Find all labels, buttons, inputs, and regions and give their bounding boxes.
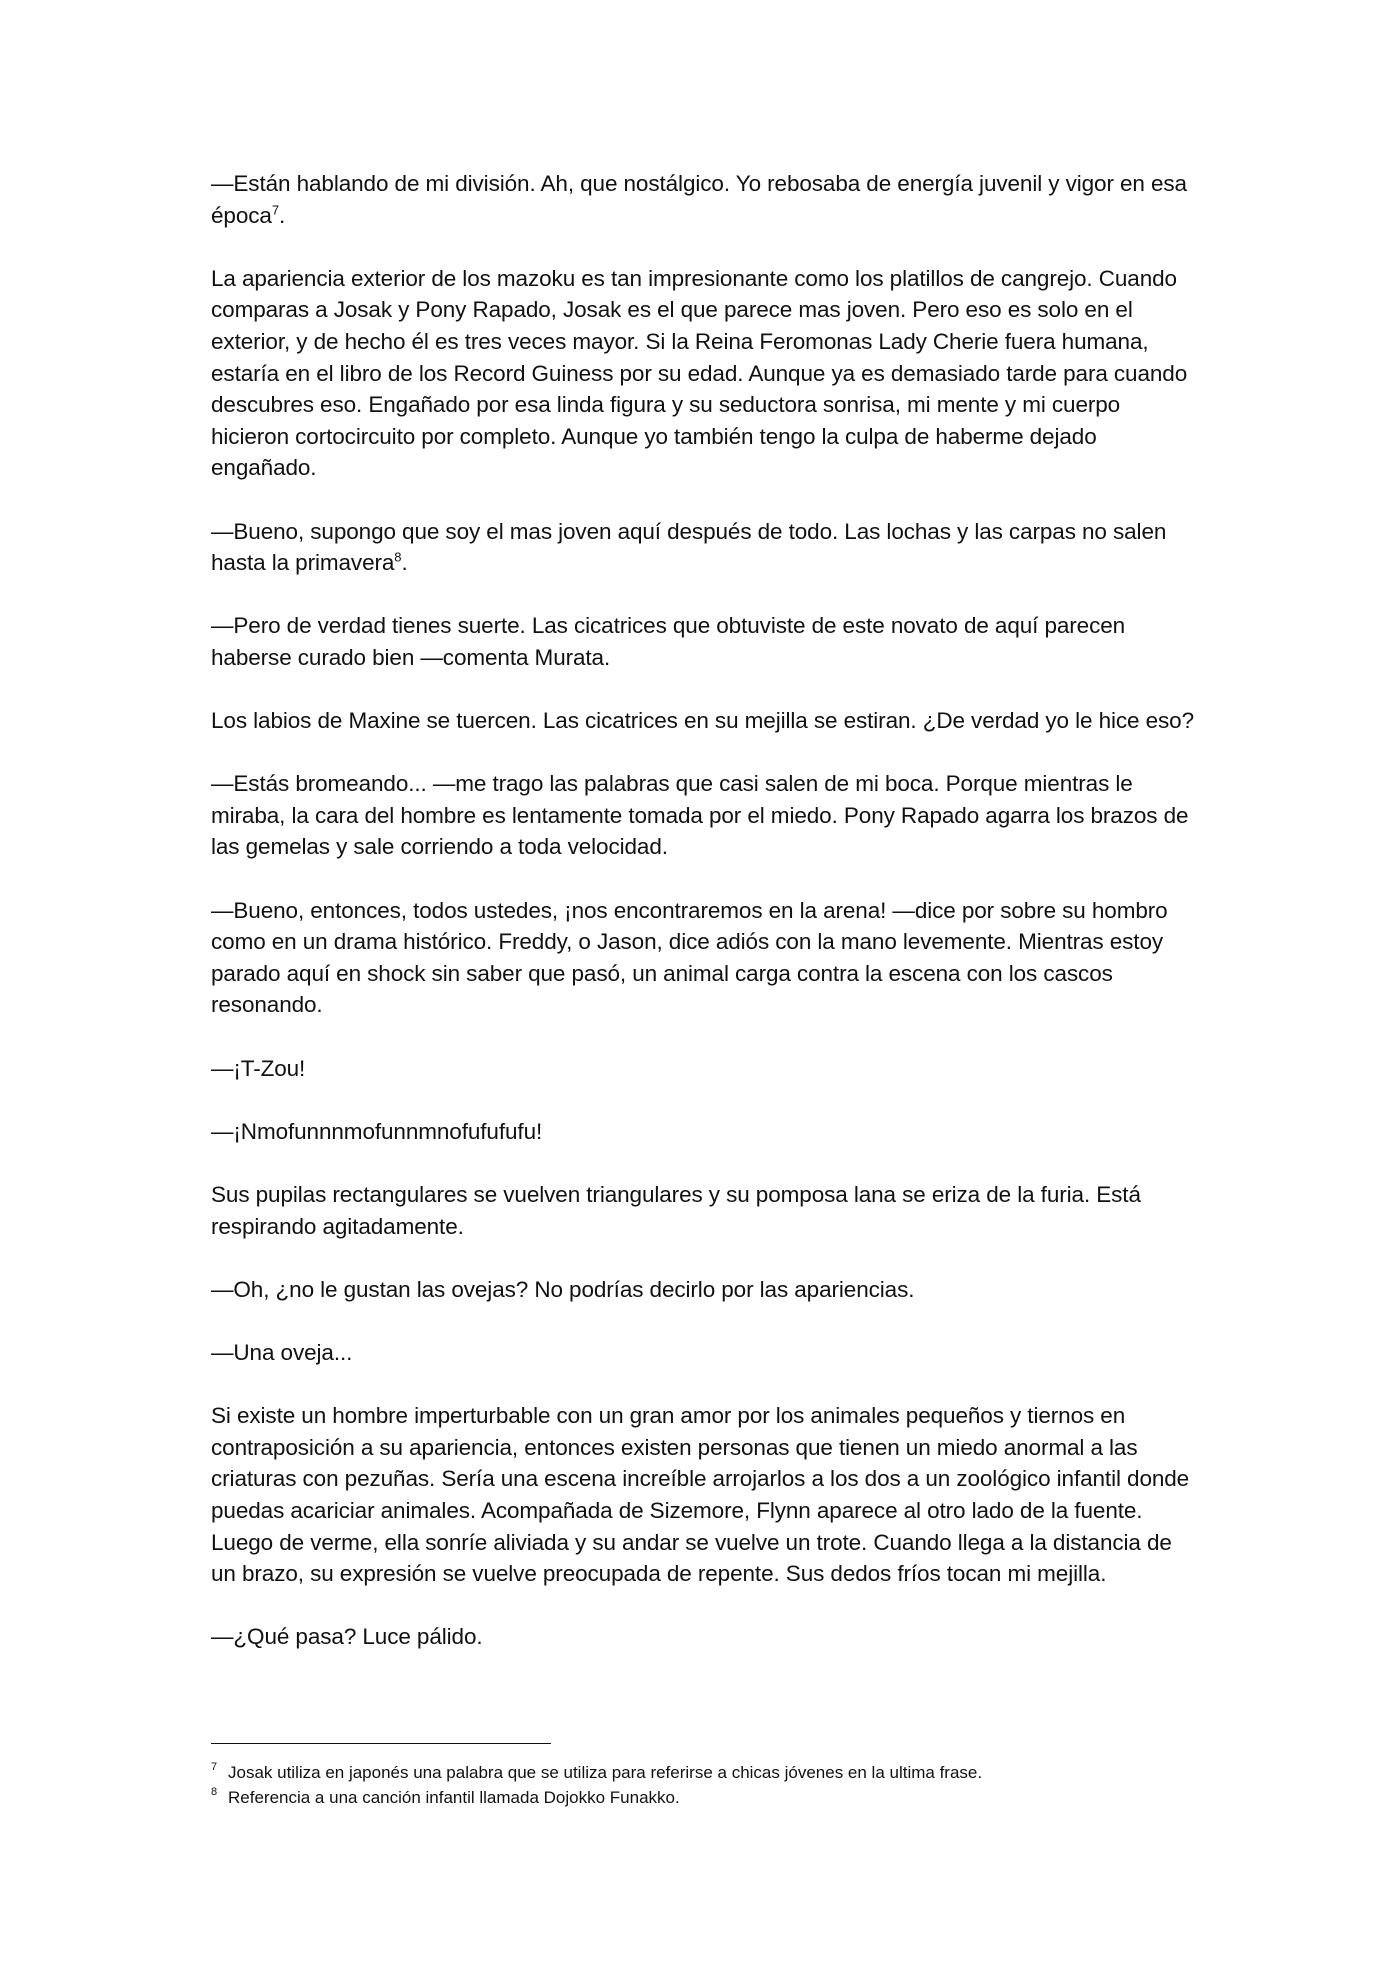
page-body <box>211 168 1196 1653</box>
paragraph: —¡Nmofunnnmofunnmnofufufufu! <box>211 1118 543 1144</box>
paragraph: —Bueno, entonces, todos ustedes, ¡nos encontraremos en la arena! —dice por sobre su hombro como en un drama histórico. Freddy, o Jason, dice adiós con la mano levemente. Mientras estoy parado aquí en shock sin saber que pasó, un animal carga contra la escena con los cascos resonando. <box>211 897 1168 1018</box>
footnote-number: 7 <box>211 1761 218 1773</box>
footnote-number: 8 <box>211 1786 218 1798</box>
footnote <box>211 1785 1196 1810</box>
paragraph: —Pero de verdad tienes suerte. Las cicatrices que obtuviste de este novato de aquí parecen haberse curado bien —comenta Murata. <box>211 613 1126 670</box>
footnote <box>211 1760 1196 1785</box>
paragraph: —Están hablando de mi división. Ah, que nostálgico. Yo rebosaba de energía juvenil y vigor en esa época$^7$. <box>211 171 1187 228</box>
footnote-text: Referencia a una canción infantil llamada Dojokko Funakko. <box>228 1788 680 1807</box>
paragraph: Los labios de Maxine se tuercen. Las cicatrices en su mejilla se estiran. ¿De verdad yo le hice eso? <box>211 708 1195 734</box>
paragraph: —Bueno, supongo que soy el mas joven aquí después de todo. Las lochas y las carpas no salen hasta la primavera$^8$. <box>211 518 1167 576</box>
footnote-ref[interactable]: 7 <box>271 202 279 218</box>
paragraph: Sus pupilas rectangulares se vuelven triangulares y su pomposa lana se eriza de la furia. Está respirando agitadamente. <box>211 1182 1141 1239</box>
footnote-ref[interactable]: 8 <box>394 549 402 565</box>
paragraph: La apariencia exterior de los mazoku es tan impresionante como los platillos de cangrejo. Cuando comparas a Josak y Pony Rapado, Josak es el que parece mas joven. Pero eso es solo en el exterior, y de hecho él es tres veces mayor. Si la Reina Feromonas Lady Cherie fuera humana, estaría en el libro de los Record Guiness por su edad. Aunque ya es demasiado tarde para cuando descubres eso. Engañado por esa linda figura y su seductora sonrisa, mi mente y mi cuerpo hicieron cortocircuito por completo. Aunque yo también tengo la culpa de haberme dejado engañado. <box>211 265 1188 481</box>
paragraph: —¿Qué pasa? Luce pálido. <box>211 1624 483 1650</box>
footnotes <box>211 1760 1196 1810</box>
paragraph: —Una oveja... <box>211 1339 353 1365</box>
footnote-separator <box>211 1743 551 1744</box>
paragraph: Si existe un hombre imperturbable con un gran amor por los animales pequeños y tiernos en contraposición a su apariencia, entonces existen personas que tienen un miedo anormal a las criaturas con pezuñas. Sería una escena increíble arrojarlos a los dos a un zoológico infantil donde puedas acariciar animales. Acompañada de Sizemore, Flynn aparece al otro lado de la fuente. Luego de verme, ella sonríe aliviada y su andar se vuelve un trote. Cuando llega a la distancia de un brazo, su expresión se vuelve preocupada de repente. Sus dedos fríos tocan mi mejilla. <box>211 1403 1190 1587</box>
paragraph: —¡T-Zou! <box>211 1055 306 1081</box>
paragraph: —Oh, ¿no le gustan las ovejas? No podrías decirlo por las apariencias. <box>211 1276 915 1302</box>
footnote-text: Josak utiliza en japonés una palabra que se utiliza para referirse a chicas jóvenes en la ultima frase. <box>228 1763 983 1782</box>
paragraph: —Estás bromeando... —me trago las palabras que casi salen de mi boca. Porque mientras le miraba, la cara del hombre es lentamente tomada por el miedo. Pony Rapado agarra los brazos de las gemelas y sale corriendo a toda velocidad. <box>211 771 1189 860</box>
